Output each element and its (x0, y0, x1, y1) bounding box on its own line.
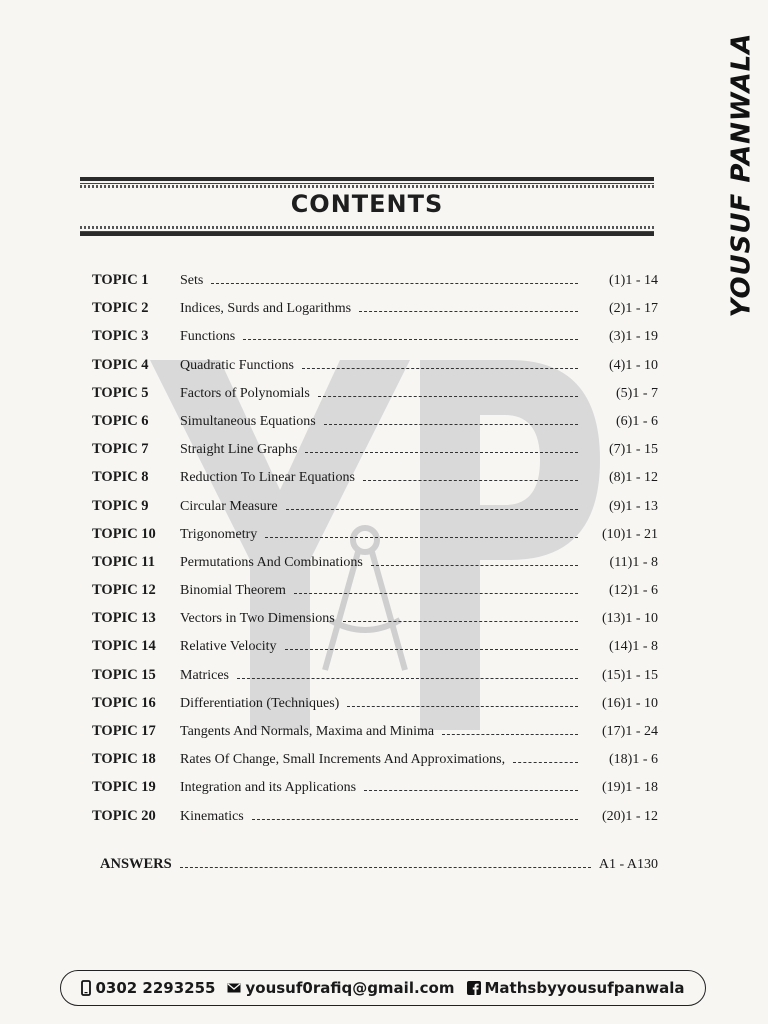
dot-leader (237, 677, 578, 679)
dot-leader (252, 818, 578, 820)
topic-number: TOPIC 2 (92, 300, 149, 317)
page-range: (4)1 - 10 (609, 357, 658, 373)
toc-row-6[interactable] (92, 413, 658, 441)
topic-number: TOPIC 9 (92, 497, 149, 514)
contact-footer (60, 970, 706, 1006)
topic-number: TOPIC 16 (92, 694, 156, 711)
page-range: (19)1 - 18 (602, 780, 658, 796)
dot-leader (286, 508, 578, 510)
page-range: (3)1 - 19 (609, 329, 658, 345)
toc-row-15[interactable] (92, 667, 658, 695)
dot-leader (318, 395, 578, 397)
topic-title: Indices, Surds and Logarithms (180, 301, 352, 317)
toc-row-10[interactable] (92, 526, 658, 554)
page-range: (13)1 - 10 (602, 611, 658, 627)
dot-leader (442, 733, 578, 735)
toc-row-3[interactable] (92, 328, 658, 356)
page-range: (6)1 - 6 (616, 413, 658, 429)
topic-title: Circular Measure (180, 498, 278, 514)
topic-title: Quadratic Functions (180, 357, 294, 373)
topic-title: Straight Line Graphs (180, 442, 298, 458)
topic-number: TOPIC 8 (92, 469, 149, 486)
dot-leader (211, 282, 578, 284)
envelope-icon (227, 983, 241, 993)
dot-leader (364, 789, 578, 791)
bottom-rule (80, 225, 654, 236)
topic-number: TOPIC 4 (92, 356, 149, 373)
topic-title: Relative Velocity (180, 639, 277, 655)
facebook-icon (467, 981, 481, 995)
page-range: (10)1 - 21 (602, 526, 658, 542)
topic-title: Differentiation (Techniques) (180, 695, 340, 711)
facebook-contact[interactable] (467, 979, 685, 997)
topic-title: Kinematics (180, 808, 244, 824)
topic-number: TOPIC 6 (92, 412, 149, 429)
topic-title: Functions (180, 329, 236, 345)
email-address: yousuf0rafiq@gmail.com (245, 979, 455, 997)
topic-number: TOPIC 7 (92, 441, 149, 458)
toc-row-19[interactable] (92, 779, 658, 807)
topic-number: TOPIC 15 (92, 666, 156, 683)
dot-leader (243, 338, 578, 340)
page-range: (11)1 - 8 (609, 554, 658, 570)
toc-row-1[interactable] (92, 272, 658, 300)
topic-title: Simultaneous Equations (180, 413, 316, 429)
phone-contact[interactable] (81, 979, 215, 997)
answers-label: ANSWERS (100, 856, 172, 872)
topic-number: TOPIC 11 (92, 553, 155, 570)
dot-leader (294, 592, 578, 594)
page-range: (12)1 - 6 (609, 583, 658, 599)
answers-page-range: A1 - A130 (598, 857, 658, 872)
toc-row-7[interactable] (92, 441, 658, 469)
dot-leader (371, 564, 578, 566)
dot-leader (324, 423, 578, 425)
topic-number: TOPIC 17 (92, 723, 156, 739)
topic-number: TOPIC 18 (92, 751, 156, 768)
topic-title: Reduction To Linear Equations (180, 470, 355, 486)
table-of-contents (92, 272, 658, 836)
toc-row-20[interactable] (92, 808, 658, 836)
topic-title: Permutations And Combinations (180, 554, 363, 570)
toc-row-4[interactable] (92, 357, 658, 385)
topic-title: Tangents And Normals, Maxima and Minima (180, 724, 435, 739)
page-range: (7)1 - 15 (609, 442, 658, 458)
topic-title: Factors of Polynomials (180, 385, 310, 401)
topic-title: Rates Of Change, Small Increments And Approximations, (180, 752, 506, 768)
page-range: (5)1 - 7 (616, 385, 658, 401)
top-rule (80, 177, 654, 188)
toc-row-12[interactable] (92, 582, 658, 610)
topic-title: Sets (180, 273, 204, 288)
page-range: (15)1 - 15 (602, 667, 658, 683)
toc-row-2[interactable] (92, 300, 658, 328)
topic-number: TOPIC 3 (92, 328, 149, 345)
page-range: (18)1 - 6 (609, 752, 658, 768)
toc-row-13[interactable] (92, 610, 658, 638)
dot-leader (363, 479, 578, 481)
toc-row-16[interactable] (92, 695, 658, 723)
page-title: CONTENTS (290, 190, 444, 218)
page-range: (14)1 - 8 (609, 639, 658, 655)
topic-number: TOPIC 1 (92, 272, 149, 288)
dot-leader (343, 620, 578, 622)
topic-title: Vectors in Two Dimensions (180, 611, 335, 627)
side-brand (716, 30, 766, 320)
page-range: (17)1 - 24 (602, 724, 658, 739)
email-contact[interactable] (227, 979, 454, 997)
dot-leader (265, 536, 578, 538)
dot-leader (180, 867, 591, 868)
dot-leader (305, 451, 578, 453)
topic-number: TOPIC 13 (92, 610, 156, 627)
brand-name: YOUSUF PANWALA (726, 32, 757, 318)
page-range: (8)1 - 12 (609, 470, 658, 486)
phone-number: 0302 2293255 (95, 979, 216, 997)
answers-row[interactable] (100, 856, 658, 873)
topic-number: TOPIC 14 (92, 638, 156, 655)
toc-row-14[interactable] (92, 638, 658, 666)
topic-number: TOPIC 5 (92, 384, 149, 401)
topic-number: TOPIC 12 (92, 582, 156, 599)
topic-number: TOPIC 10 (92, 525, 156, 542)
page-range: (9)1 - 13 (609, 498, 658, 514)
toc-row-11[interactable] (92, 554, 658, 582)
dot-leader (347, 705, 578, 707)
facebook-page: Mathsbyyousufpanwala (484, 979, 685, 997)
topic-title: Binomial Theorem (180, 583, 286, 599)
toc-row-8[interactable] (92, 469, 658, 497)
dot-leader (359, 310, 578, 312)
topic-title: Integration and its Applications (180, 780, 357, 796)
topic-title: Trigonometry (180, 526, 258, 542)
topic-title: Matrices (180, 667, 229, 683)
toc-row-18[interactable] (92, 751, 658, 779)
page-range: (1)1 - 14 (609, 273, 658, 288)
dot-leader (302, 367, 578, 369)
page-range: (16)1 - 10 (602, 695, 658, 711)
dot-leader (285, 648, 578, 650)
phone-icon (81, 980, 91, 996)
page-range: (2)1 - 17 (609, 301, 658, 317)
page-range: (20)1 - 12 (602, 808, 658, 824)
toc-row-5[interactable] (92, 385, 658, 413)
toc-row-17[interactable] (92, 723, 658, 751)
toc-row-9[interactable] (92, 498, 658, 526)
topic-number: TOPIC 19 (92, 779, 156, 796)
topic-number: TOPIC 20 (92, 807, 156, 824)
dot-leader (513, 761, 578, 763)
